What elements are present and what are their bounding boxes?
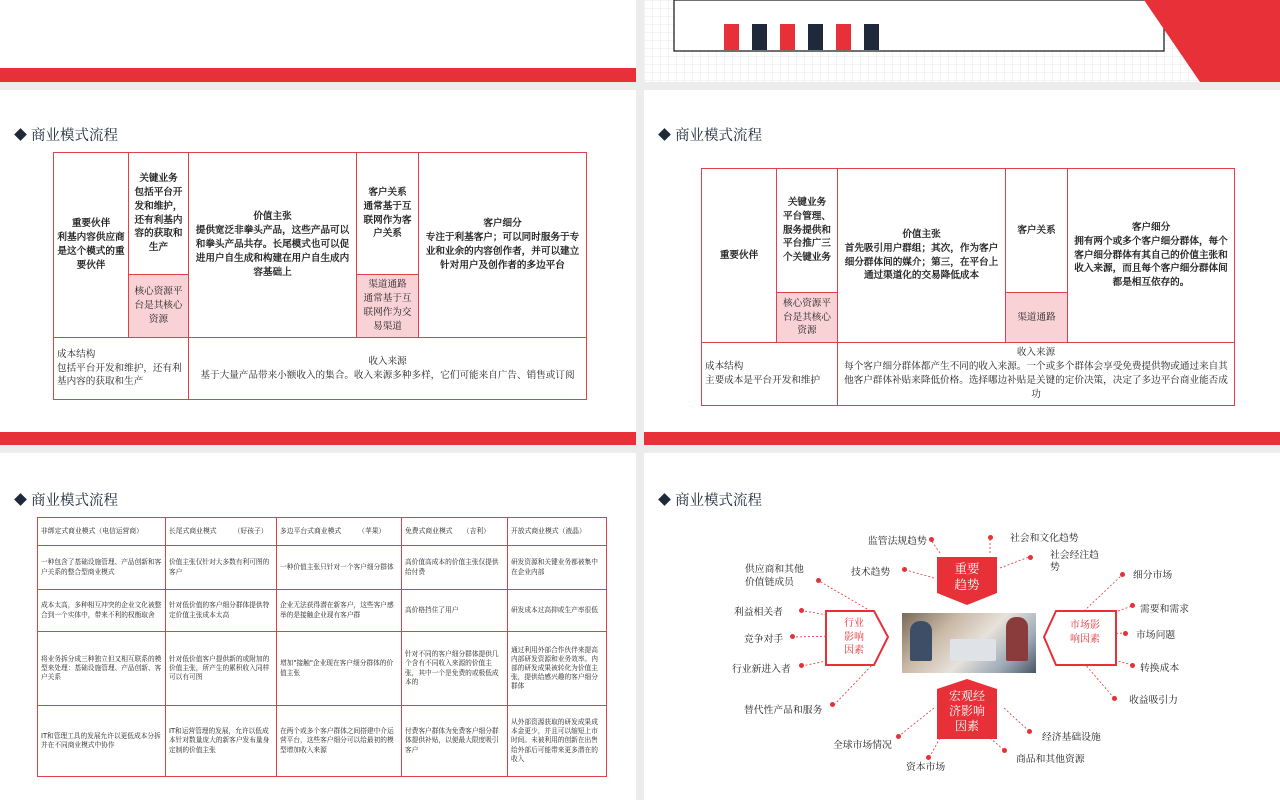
label-competitors: 竞争对手 [744, 634, 784, 645]
table-cell: 针对低价值的客户细分群体提供特定价值主张成本太高 [166, 590, 277, 632]
label-market-issues: 市场问题 [1136, 630, 1176, 641]
table-cell: 付费客户群体为免费客户细分群体提供补贴，以便最大限度吸引客户 [402, 706, 508, 777]
customer-relationship-cell: 客户关系 通常基于互联网作为客户关系 [357, 153, 419, 275]
slide-title: 商业模式流程 [660, 489, 762, 510]
table-cell: 成本太高，多种相互冲突的企业文化被整合到一个实体中，带来不利的权衡取舍 [38, 590, 166, 632]
table-cell: 一种包含了基础设施管理、产品创新和客户关系的整合型商业模式 [38, 546, 166, 590]
cost-structure-cell: 成本结构 主要成本是平台开发和维护 [702, 343, 838, 406]
table-cell: 研发成本过高抑或生产率很低 [508, 590, 607, 632]
table-cell: 通过利用外部合作伙伴来提高内部研发资源和业务效率。内部的研发成果被转化为价值主张，提供给感兴趣的客户细分群体 [508, 632, 607, 706]
channels-cell: 渠道通路 [1006, 293, 1068, 343]
connector-dot [1120, 572, 1125, 577]
channels-cell: 渠道通路 通常基于互联网作为交易渠道 [357, 275, 419, 338]
header-cell: 长尾式商业模式 （好孩子） [166, 518, 277, 546]
slide-business-model-canvas-1[interactable] [0, 90, 636, 445]
table-cell: 研发资源和关键业务都被集中在企业内部 [508, 546, 607, 590]
table-cell: 从外部资源获取的研发成果成本金更少，并且可以缩短上市时间。未被利用的创新在出售给外部后可能带来更多潜在的收入 [508, 706, 607, 777]
market-forces-box: 市场影 响因素 [1070, 620, 1100, 645]
connector-dot [1130, 603, 1135, 608]
key-activities-cell: 关键业务 包括平台开发和维护，还有利基内容的获取和生产 [129, 153, 189, 275]
red-footer-bar [0, 432, 636, 445]
connector-dot [902, 567, 907, 572]
key-resources-cell: 核心资源平台是其核心资源 [777, 293, 838, 343]
connector-dot [1112, 696, 1117, 701]
revenue-streams-cell: 收入来源 基于大量产品带来小额收入的集合。收入来源多种多样，它们可能来自广告、销售或订阅 [189, 338, 587, 400]
revenue-streams-cell: 收入来源 每个客户细分群体都产生不同的收入来源。一个或多个群体会享受免费提供物或通过来自其他客户群体补贴来降低价格。选择哪边补贴是关键的定价决策，决定了多边平台商业能否成功 [838, 343, 1235, 406]
table-cell: 增加"接触"企业现在客户细分群体的价值主张 [277, 632, 402, 706]
canvas-table [701, 168, 1235, 406]
industry-forces-box: 行业 影响 因素 [844, 618, 864, 656]
header-cell: 开放式商业模式（液晶） [508, 518, 607, 546]
table-cell: 针对低价值客户提供新的或附加的价值主张，所产生的累积收入同样可以有可图 [166, 632, 277, 706]
table-cell: 一种价值主张只针对一个客户细分群体 [277, 546, 402, 590]
table-row [38, 706, 607, 777]
table-cell: 在两个或多个客户群体之间搭建中介运营平台，这些客户细分可以给最初的模型增加收入来源 [277, 706, 402, 777]
table-cell: 高价格挡住了用户 [402, 590, 508, 632]
connector-dot [799, 608, 804, 613]
connector-dot [988, 535, 993, 540]
label-global-market: 全球市场情况 [833, 740, 892, 751]
slide-fragment-top-right[interactable] [644, 0, 1280, 82]
label-economic-infrastructure: 经济基础设施 [1042, 732, 1101, 743]
label-revenue-attractiveness: 收益吸引力 [1129, 695, 1178, 706]
connector-dot [929, 537, 934, 542]
header-cell: 非绑定式商业模式（电信运营商） [38, 518, 166, 546]
table-cell: 将业务拆分成三种独立但又相互联系的模型来处理：基础设施管理、产品创新、客户关系 [38, 632, 166, 706]
table-cell: 企业无法获得潜在新客户，这些客户感举的是接触企业现有客户群 [277, 590, 402, 632]
macro-economic-box: 宏观经 济影响 因素 [948, 689, 985, 733]
label-societal-trends: 社会和文化趋势 [1010, 533, 1079, 544]
connector-dot [790, 634, 795, 639]
customer-segments-cell: 客户细分 拥有两个或多个客户细分群体，每个客户细分群体有其自己的价值主张和收入来源，而且每个客户细分群体间都是相互依存的。 [1068, 169, 1235, 343]
connector-dot [1027, 729, 1032, 734]
slide-business-model-comparison[interactable] [0, 453, 636, 800]
connector-dot [830, 702, 835, 707]
slide-title: 商业模式流程 [660, 124, 762, 145]
table-row [38, 546, 607, 590]
label-market-segments: 细分市场 [1133, 570, 1173, 581]
key-activities-cell: 关键业务 平台管理、服务提供和平台推广三个关键业务 [777, 169, 838, 293]
comparison-table [37, 517, 607, 777]
label-capital-markets: 资本市场 [906, 762, 946, 773]
connector-dot [1028, 555, 1033, 560]
table-row [38, 590, 607, 632]
customer-relationship-cell: 客户关系 [1006, 169, 1068, 293]
slide-business-model-canvas-2[interactable] [644, 90, 1280, 445]
red-footer-bar [0, 68, 636, 82]
key-partners-cell: 重要伙伴 利基内容供应商是这个模式的重要伙伴 [54, 153, 129, 338]
label-new-entrants: 行业新进入者 [732, 664, 791, 675]
label-technology-trends: 技术趋势 [851, 567, 891, 578]
connector-dot [816, 578, 821, 583]
label-socioeconomic-trends: 社会经注趋 势 [1050, 550, 1099, 574]
diamond-bullet-icon [14, 493, 27, 506]
table-cell: 针对不同的客户细分群体提供几个含有不同收入来源的价值主张，其中一个是免费的或极低成本的 [402, 632, 508, 706]
table-cell: 价值主张仅针对大多数有利可图的客户 [166, 546, 277, 590]
table-cell: IT和管理工具的发展允许以更低成本分拆并在不同商业模式中协作 [38, 706, 166, 777]
diamond-bullet-icon [14, 128, 27, 141]
key-trends-box: 重要 趋势 [954, 561, 980, 593]
key-resources-cell: 核心资源平台是其核心资源 [129, 275, 189, 338]
key-partners-cell: 重要伙伴 [702, 169, 777, 343]
slide-title: 商业模式流程 [16, 489, 118, 510]
slide-fragment-top-left[interactable] [0, 0, 636, 82]
customer-segments-cell: 客户细分 专注于利基客户；可以同时服务于专业和业余的内容创作者，并可以建立针对用户及创作者的多边平台 [419, 153, 587, 338]
table-row [38, 632, 607, 706]
connector-dot [799, 663, 804, 668]
connector-dot [926, 755, 931, 760]
connector-dot [1123, 631, 1128, 636]
header-cell: 多边平台式商业模式 （苹果） [277, 518, 402, 546]
label-suppliers: 供应商和其他 价值链成员 [745, 564, 804, 588]
table-cell: 高价值高成本的价值主张仅提供给付费 [402, 546, 508, 590]
slide-title: 商业模式流程 [16, 124, 118, 145]
diamond-bullet-icon [658, 128, 671, 141]
connector-dot [1130, 663, 1135, 668]
label-stakeholders: 利益相关者 [734, 607, 783, 618]
label-commodities: 商品和其他资源 [1016, 754, 1085, 765]
connector-dot [1002, 748, 1007, 753]
slide-environment-diagram[interactable] [644, 453, 1280, 800]
label-regulatory-trends: 监管法规趋势 [868, 536, 927, 547]
decorative-color-stripes [724, 24, 879, 50]
header-cell: 免费式商业模式 （吉利） [402, 518, 508, 546]
label-substitutes: 替代性产品和服务 [744, 705, 823, 716]
value-proposition-cell: 价值主张 首先吸引用户群组；其次，作为客户细分群体间的媒介；第三，在平台上通过渠道化的交易降低成本 [838, 169, 1006, 343]
table-cell: IT和运营管理的发展，允许以低成本针对数量庞大的新客户发布量身定制的价值主张 [166, 706, 277, 777]
label-needs-demands: 需要和需求 [1140, 604, 1189, 615]
value-proposition-cell: 价值主张 提供宽泛非拳头产品，这些产品可以和拳头产品共存。长尾模式也可以促进用户自生成和构建在用户自生成内容基础上 [189, 153, 357, 338]
canvas-table [53, 152, 587, 400]
cost-structure-cell: 成本结构 包括平台开发和维护，还有利基内容的获取和生产 [54, 338, 189, 400]
factor-shapes [644, 453, 1280, 800]
label-switching-costs: 转换成本 [1140, 663, 1180, 674]
red-footer-bar [644, 432, 1280, 445]
connector-dot [896, 734, 901, 739]
